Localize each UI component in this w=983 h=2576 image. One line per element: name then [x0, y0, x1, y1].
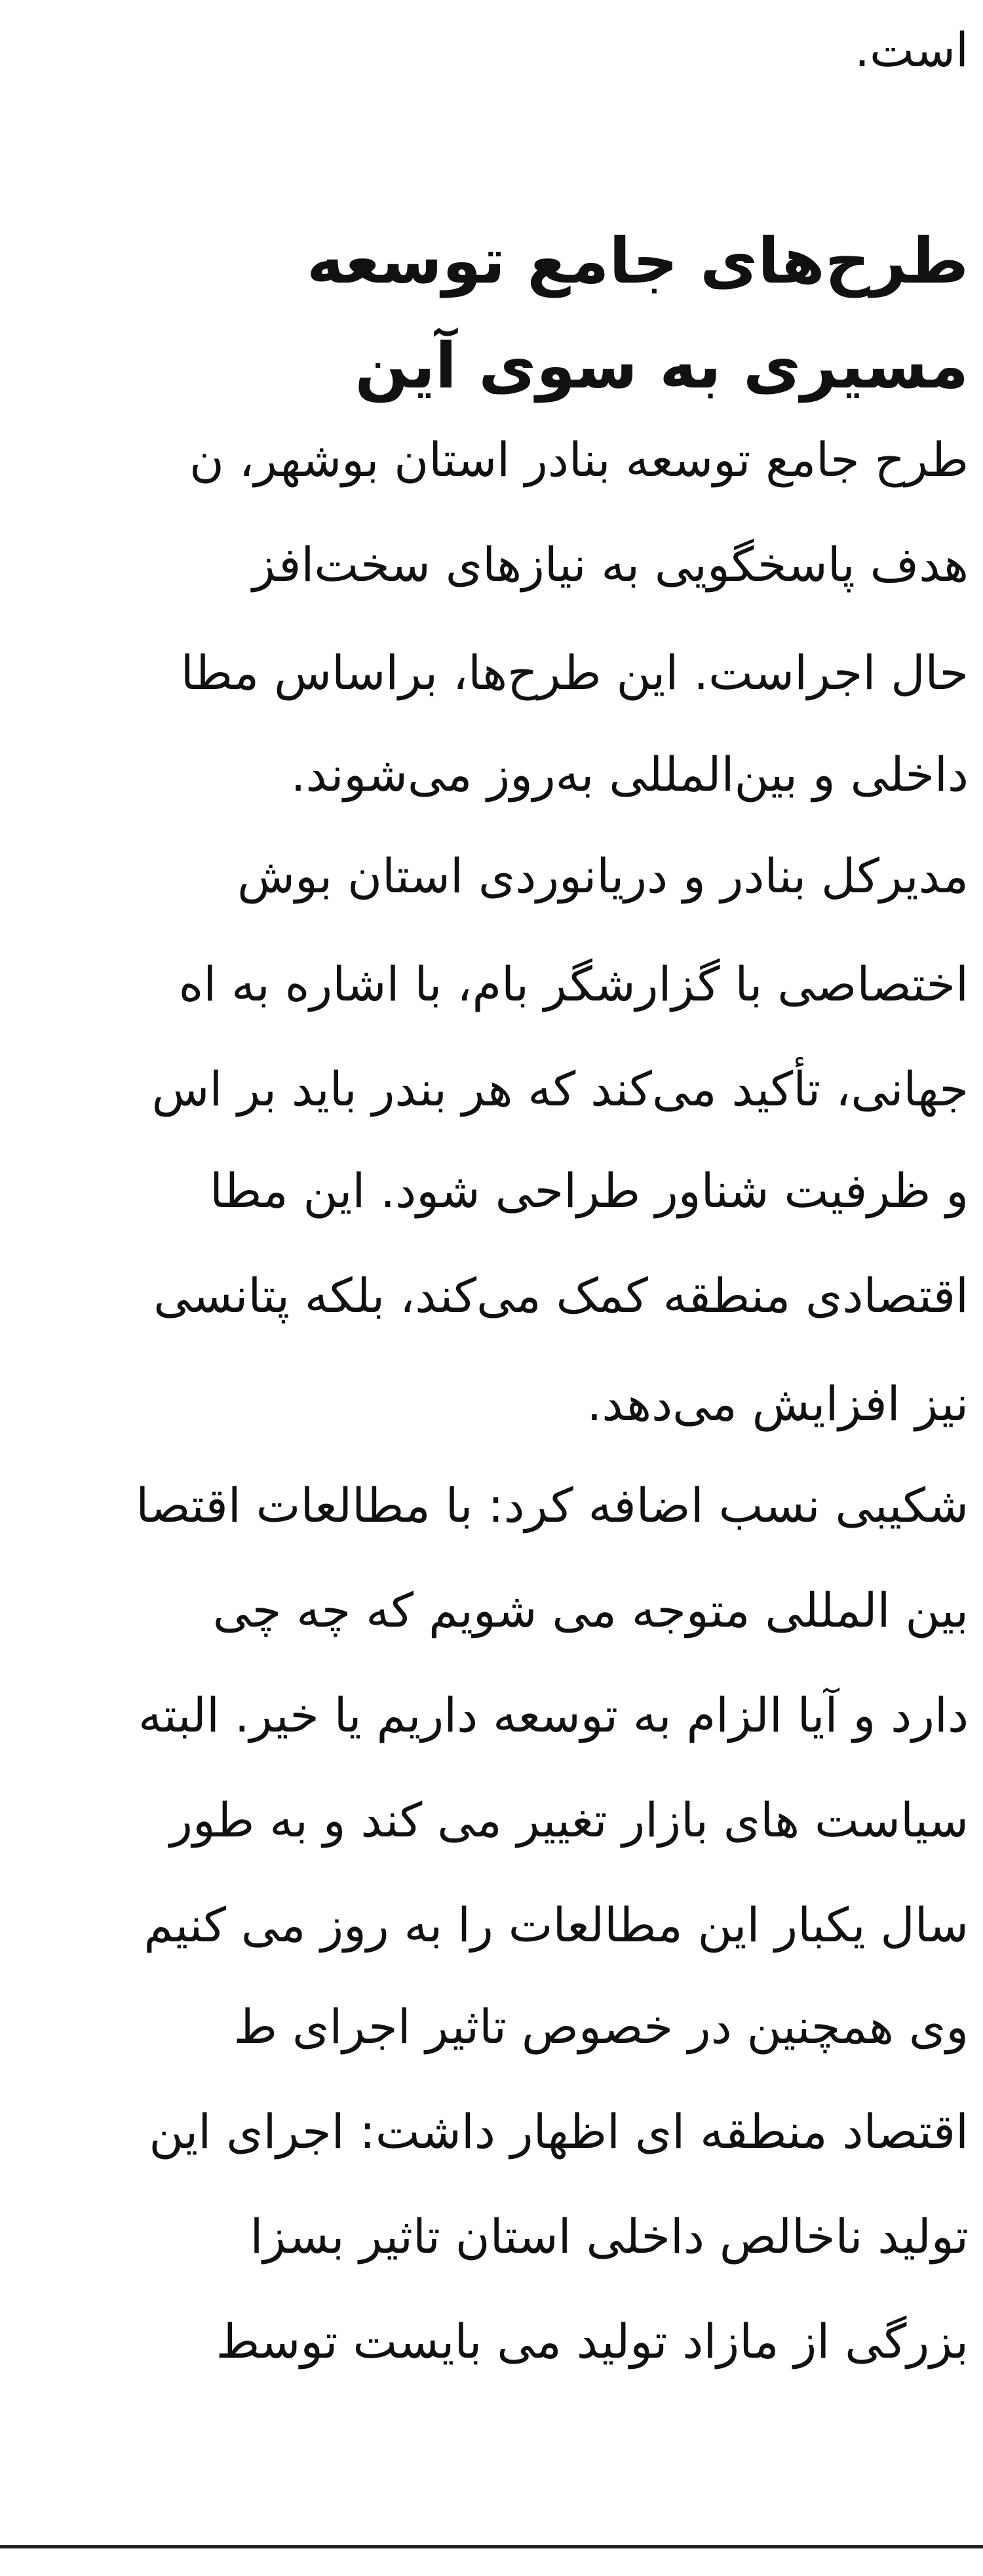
paragraph-3-line-9: بزرگی از مازاد تولید می بایست توسط [216, 2314, 969, 2369]
intro-tail-text: است. [855, 22, 969, 77]
paragraph-2-line-6: نیز افزایش می‌دهد. [587, 1376, 969, 1431]
paragraph-2-line-2: اختصاصی با گزارشگر بام، با اشاره به اه [178, 957, 969, 1012]
headline-line-1: طرح‌های جامع توسعه [306, 224, 969, 298]
paragraph-3-line-1: شکیبی نسب اضافه کرد: با مطالعات اقتصا [136, 1478, 969, 1533]
paragraph-2-line-1: مدیرکل بنادر و دریانوردی استان بوش [237, 848, 969, 903]
paragraph-3-line-4: سیاست های بازار تغییر می کند و به طور [170, 1793, 969, 1848]
paragraph-3-line-5: سال یکبار این مطالعات را به روز می کنیم [144, 1897, 969, 1952]
paragraph-2-line-5: اقتصادی منطقه کمک می‌کند، بلکه پتانسی [153, 1268, 969, 1323]
paragraph-1-line-1: طرح جامع توسعه بنادر استان بوشهر، ن [189, 432, 969, 487]
headline-line-2: مسیری به سوی آین [355, 329, 969, 403]
paragraph-3-line-7: اقتصاد منطقه ای اظهار داشت: اجرای این [149, 2104, 969, 2159]
paragraph-3-line-8: تولید ناخالص داخلی استان تاثیر بسزا [250, 2209, 969, 2264]
paragraph-3-line-6: وی همچنین در خصوص تاثیر اجرای ط [233, 1999, 969, 2054]
paragraph-3-line-2: بین المللی متوجه می شویم که چه چی [212, 1583, 969, 1638]
paragraph-2-line-3: جهانی، تأکید می‌کند که هر بندر باید بر اس [151, 1061, 969, 1117]
paragraph-1-line-3: حال اجراست. این طرح‌ها، براساس مطا [180, 645, 969, 700]
bottom-rule [0, 2545, 983, 2548]
paragraph-1-line-4: داخلی و بین‌المللی به‌روز می‌شوند. [290, 747, 969, 802]
paragraph-2-line-4: و ظرفیت شناور طراحی شود. این مطا [210, 1163, 969, 1218]
paragraph-1-line-2: هدف پاسخگویی به نیازهای سخت‌افز [252, 537, 969, 592]
paragraph-3-line-3: دارد و آیا الزام به توسعه داریم یا خیر. البته [138, 1688, 969, 1743]
